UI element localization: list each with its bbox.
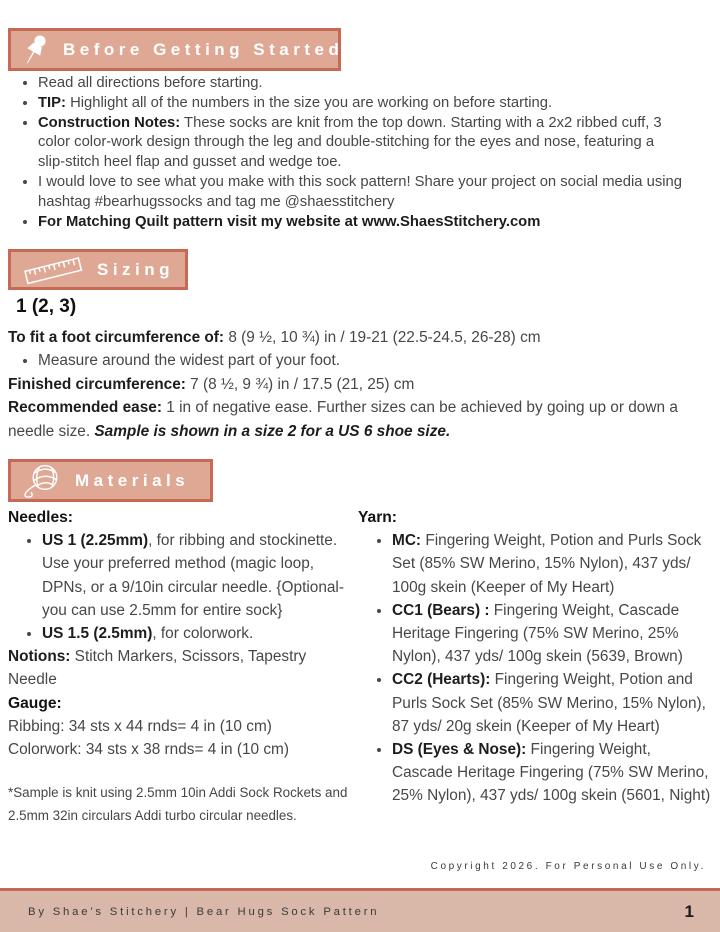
finished-circumference-line — [8, 373, 712, 396]
before-notes-list — [8, 74, 684, 232]
ease-label: Recommended ease: — [8, 399, 162, 417]
sizing-section — [8, 296, 712, 443]
notions-text: Stitch Markers, Scissors, Tapestry Needle — [8, 648, 307, 689]
finished-label: Finished circumference: — [8, 375, 186, 393]
list-item — [38, 173, 684, 213]
bullet-text: I would love to see what you make with this sock pattern! Share your project on social media using hashtag #bearhugssocks and tag me @shaesstitchery — [38, 173, 682, 210]
needle-item — [42, 529, 350, 622]
gauge-ribbing-line: Ribbing: 34 sts x 44 rnds= 4 in (10 cm) — [8, 717, 272, 735]
sizing-banner — [8, 249, 188, 290]
yarn-item — [392, 529, 712, 599]
list-item — [38, 94, 684, 114]
yarn-text: Fingering Weight, Potion and Purls Sock Set (85% SW Merino, 15% Nylon), 87 yds/ 20g skein (Keeper of My Heart) — [392, 671, 706, 735]
fit-label: To fit a foot circumference of: — [8, 329, 225, 346]
yarn-text: Fingering Weight, Cascade Heritage Fingering (75% SW Merino, 25% Nylon), 437 yds/ 100g skein (5601, Night) — [392, 741, 711, 805]
materials-left-column — [8, 506, 350, 827]
list-item — [38, 74, 684, 94]
list-item — [38, 114, 684, 173]
needle-text: , for ribbing and stockinette. Use your preferred method (magic loop, DPNs, or a 9/10in circular needle. {Optional- you can use 2.5mm for entire sock} — [42, 532, 344, 619]
page-number: 1 — [684, 901, 694, 921]
yarn-item — [392, 738, 712, 808]
yarn-text: Fingering Weight, Potion and Purls Sock Set (85% SW Merino, 15% Nylon), 437 yds/ 100g skein (Keeper of My Heart) — [392, 532, 702, 596]
sample-needles-note: *Sample is knit using 2.5mm 10in Addi Sock Rockets and 2.5mm 32in circulars Addi turbo circular needles. — [8, 785, 348, 823]
needle-bold: US 1.5 (2.5mm) — [42, 625, 153, 643]
before-getting-started-banner — [8, 28, 344, 71]
footer-credit: By Shae’s Stitchery | Bear Hugs Sock Pattern — [28, 905, 380, 918]
finished-value: 7 (8 ½, 9 ¾) in / 17.5 (21, 25) cm — [185, 375, 415, 393]
footer-bar — [0, 888, 720, 932]
bullet-bold: Construction Notes: — [38, 114, 181, 131]
fit-value: 8 (9 ½, 10 ¾) in / 19-21 (22.5-24.5, 26-28) cm — [224, 329, 541, 346]
website-note: For Matching Quilt pattern visit my website at www.ShaesStitchery.com — [38, 213, 541, 230]
bullet-text: These socks are knit from the top down. Starting with a 2x2 ribbed cuff, 3 color color-work design through the leg and double-stitching for the eyes and nose, featuring a slip-stitch heel flap and gusset and wedge toe. — [38, 114, 662, 171]
yarn-text: Fingering Weight, Cascade Heritage Fingering (75% SW Merino, 25% Nylon), 437 yds/ 100g skein (5639, Brown) — [392, 601, 683, 666]
ease-text: 1 in of negative ease. Further sizes can be achieved by going up or down a needle size. — [8, 399, 678, 440]
yarn-bold: DS (Eyes & Nose): — [392, 741, 527, 759]
yarn-ball-icon — [21, 462, 63, 500]
section-title: Sizing — [97, 259, 175, 279]
section-title: Materials — [75, 470, 190, 490]
fit-circumference-line — [8, 326, 712, 349]
copyright-notice: Copyright 2026. For Personal Use Only. — [430, 861, 706, 872]
yarn-bold: MC: — [392, 532, 422, 550]
gauge-label: Gauge: — [8, 694, 62, 712]
bullet-bold: TIP: — [38, 94, 66, 111]
recommended-ease-line — [8, 396, 712, 443]
list-item — [38, 213, 684, 233]
materials-right-column — [358, 506, 712, 827]
needle-bold: US 1 (2.25mm) — [42, 532, 149, 550]
yarn-label: Yarn: — [358, 509, 397, 526]
notions-label: Notions: — [8, 648, 71, 666]
pushpin-icon — [21, 32, 51, 68]
ruler-icon — [21, 253, 85, 287]
gauge-colorwork-line: Colorwork: 34 sts x 38 rnds= 4 in (10 cm) — [8, 741, 289, 759]
needles-label: Needles: — [8, 509, 74, 526]
yarn-item — [392, 668, 712, 738]
materials-section — [8, 506, 712, 827]
bullet-text: Highlight all of the numbers in the size you are working on before starting. — [65, 94, 553, 111]
needle-item — [42, 622, 350, 645]
measure-note: • Measure around the widest part of your foot. — [38, 349, 712, 372]
ease-emphasis: Sample is shown in a size 2 for a US 6 shoe size. — [94, 422, 451, 440]
needle-text: , for colorwork. — [152, 625, 254, 643]
yarn-bold: CC1 (Bears) : — [392, 601, 490, 619]
yarn-bold: CC2 (Hearts): — [392, 671, 491, 689]
yarn-item — [392, 599, 712, 669]
bullet-text: Read all directions before starting. — [38, 75, 263, 91]
section-title: Before Getting Started — [63, 39, 344, 59]
sizes-heading: 1 (2, 3) — [16, 296, 77, 317]
notions-line — [8, 645, 350, 691]
materials-banner — [8, 459, 213, 502]
